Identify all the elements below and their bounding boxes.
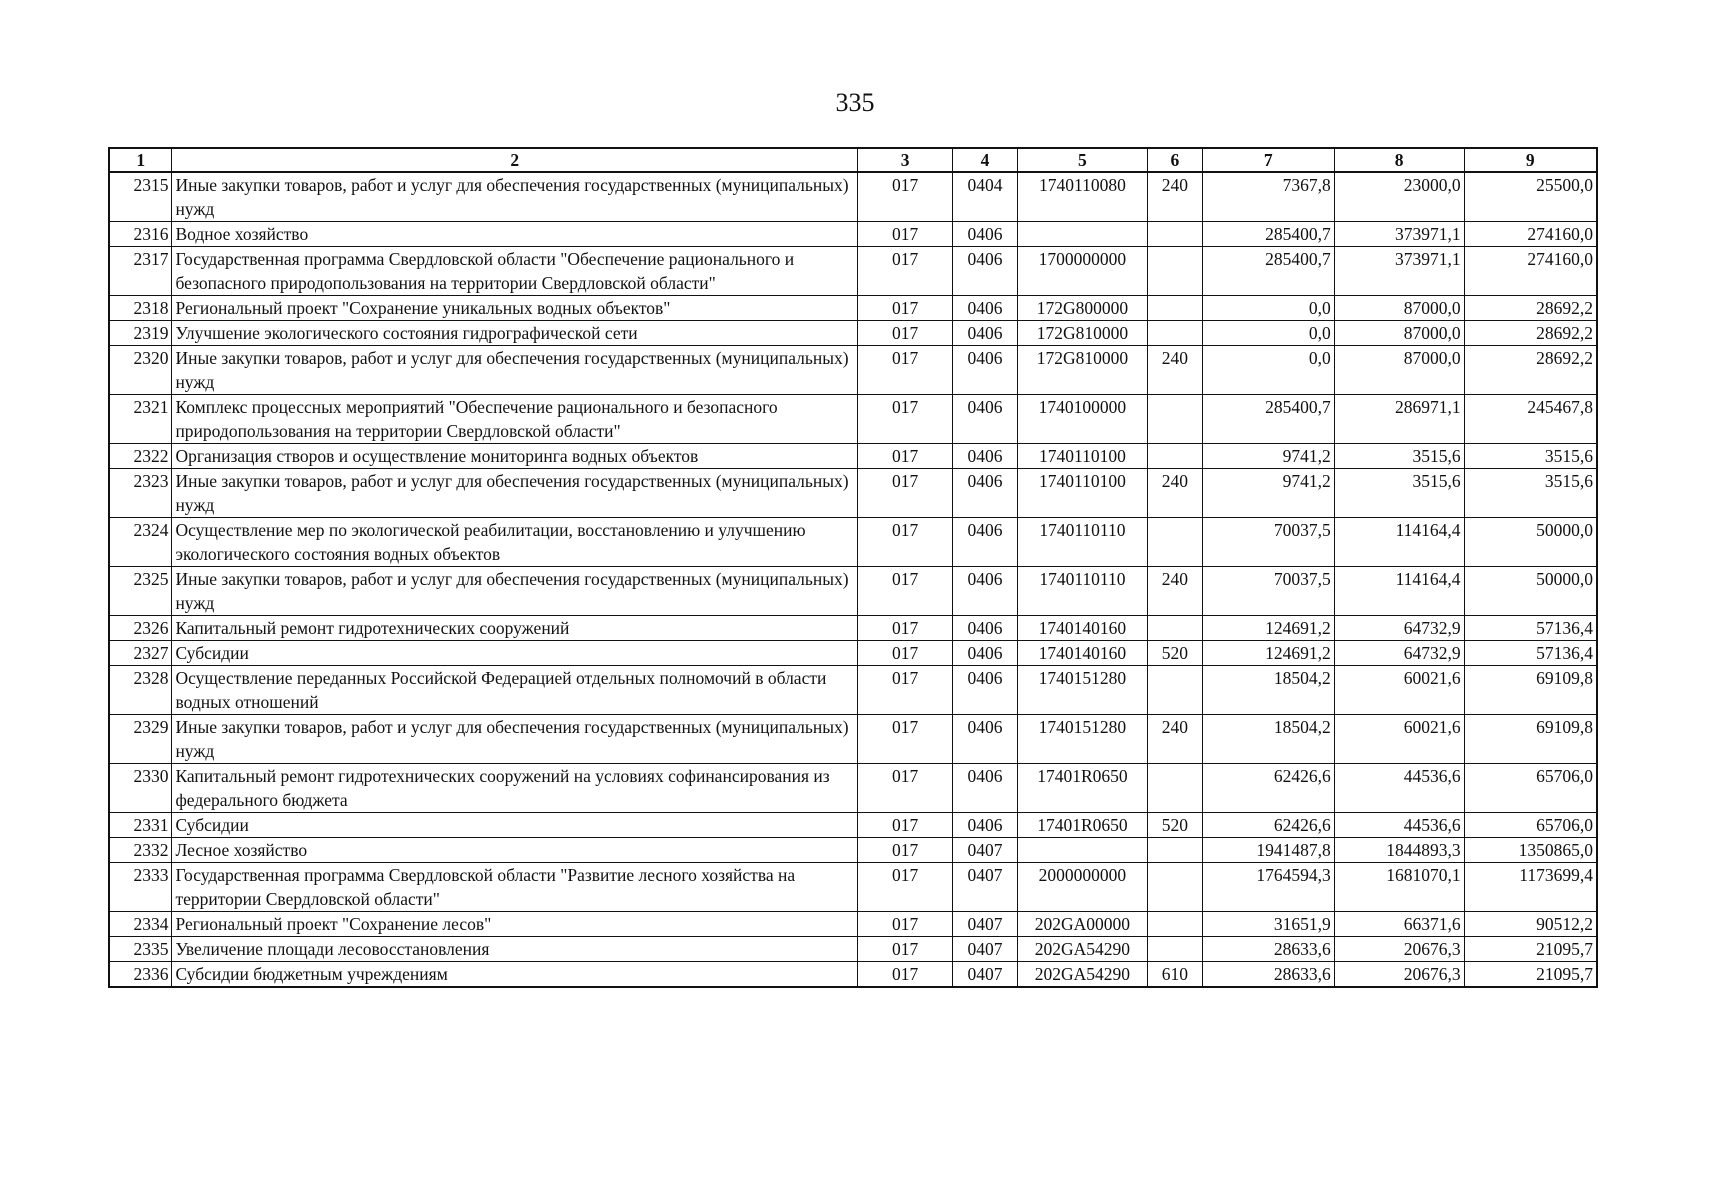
code-expense-type	[1147, 863, 1202, 912]
code-expense-type: 240	[1147, 172, 1202, 222]
code-ministry: 017	[858, 172, 953, 222]
item-name: Увеличение площади лесовосстановления	[172, 937, 858, 962]
amount-col8: 23000,0	[1334, 172, 1464, 222]
amount-col9: 28692,2	[1464, 346, 1597, 395]
code-target: 1740110110	[1017, 567, 1147, 616]
code-section: 0406	[953, 222, 1018, 247]
amount-col7: 285400,7	[1202, 222, 1334, 247]
code-ministry: 017	[858, 813, 953, 838]
table-row	[109, 247, 1597, 296]
code-ministry: 017	[858, 912, 953, 937]
code-target: 172G810000	[1017, 346, 1147, 395]
amount-col8: 60021,6	[1334, 715, 1464, 764]
row-number: 2329	[109, 715, 172, 764]
code-target: 1740140160	[1017, 616, 1147, 641]
row-number: 2334	[109, 912, 172, 937]
item-name: Субсидии бюджетным учреждениям	[172, 962, 858, 988]
table-row	[109, 321, 1597, 346]
code-target: 172G810000	[1017, 321, 1147, 346]
table-row	[109, 838, 1597, 863]
code-section: 0406	[953, 641, 1018, 666]
table-row	[109, 469, 1597, 518]
code-target: 1740151280	[1017, 715, 1147, 764]
code-ministry: 017	[858, 838, 953, 863]
code-section: 0406	[953, 518, 1018, 567]
code-expense-type	[1147, 444, 1202, 469]
table-row	[109, 444, 1597, 469]
amount-col7: 18504,2	[1202, 666, 1334, 715]
code-expense-type	[1147, 518, 1202, 567]
item-name: Иные закупки товаров, работ и услуг для обеспечения государственных (муниципальных) нужд	[172, 567, 858, 616]
code-section: 0406	[953, 813, 1018, 838]
table-row	[109, 863, 1597, 912]
code-ministry: 017	[858, 567, 953, 616]
amount-col7: 62426,6	[1202, 813, 1334, 838]
amount-col9: 69109,8	[1464, 666, 1597, 715]
row-number: 2330	[109, 764, 172, 813]
row-number: 2321	[109, 395, 172, 444]
code-expense-type: 240	[1147, 346, 1202, 395]
amount-col7: 9741,2	[1202, 469, 1334, 518]
page-number: 335	[835, 88, 875, 117]
code-ministry: 017	[858, 641, 953, 666]
code-target: 1740100000	[1017, 395, 1147, 444]
row-number: 2331	[109, 813, 172, 838]
amount-col7: 70037,5	[1202, 518, 1334, 567]
code-ministry: 017	[858, 616, 953, 641]
column-header-2: 2	[172, 148, 858, 172]
code-target: 172G800000	[1017, 296, 1147, 321]
amount-col7: 285400,7	[1202, 395, 1334, 444]
code-expense-type	[1147, 296, 1202, 321]
row-number: 2325	[109, 567, 172, 616]
row-number: 2336	[109, 962, 172, 988]
code-target: 202GA54290	[1017, 937, 1147, 962]
row-number: 2323	[109, 469, 172, 518]
amount-col7: 28633,6	[1202, 962, 1334, 988]
table-row	[109, 813, 1597, 838]
code-expense-type	[1147, 247, 1202, 296]
amount-col8: 114164,4	[1334, 567, 1464, 616]
code-section: 0406	[953, 715, 1018, 764]
amount-col9: 274160,0	[1464, 247, 1597, 296]
item-name: Осуществление переданных Российской Федерацией отдельных полномочий в области водных отношений	[172, 666, 858, 715]
row-number: 2319	[109, 321, 172, 346]
row-number: 2327	[109, 641, 172, 666]
amount-col7: 62426,6	[1202, 764, 1334, 813]
amount-col8: 114164,4	[1334, 518, 1464, 567]
amount-col9: 245467,8	[1464, 395, 1597, 444]
code-target: 2000000000	[1017, 863, 1147, 912]
amount-col9: 28692,2	[1464, 296, 1597, 321]
code-section: 0406	[953, 395, 1018, 444]
code-expense-type: 240	[1147, 715, 1202, 764]
item-name: Капитальный ремонт гидротехнических сооружений	[172, 616, 858, 641]
amount-col7: 0,0	[1202, 346, 1334, 395]
amount-col7: 7367,8	[1202, 172, 1334, 222]
item-name: Лесное хозяйство	[172, 838, 858, 863]
amount-col7: 124691,2	[1202, 616, 1334, 641]
code-expense-type: 240	[1147, 469, 1202, 518]
table-row	[109, 346, 1597, 395]
row-number: 2326	[109, 616, 172, 641]
item-name: Капитальный ремонт гидротехнических сооружений на условиях софинансирования из федерального бюджета	[172, 764, 858, 813]
amount-col7: 0,0	[1202, 296, 1334, 321]
item-name: Региональный проект "Сохранение уникальных водных объектов"	[172, 296, 858, 321]
column-header-3: 3	[858, 148, 953, 172]
row-number: 2316	[109, 222, 172, 247]
amount-col9: 21095,7	[1464, 937, 1597, 962]
table-row	[109, 395, 1597, 444]
amount-col9: 50000,0	[1464, 567, 1597, 616]
code-section: 0406	[953, 346, 1018, 395]
code-ministry: 017	[858, 863, 953, 912]
code-expense-type	[1147, 395, 1202, 444]
amount-col9: 21095,7	[1464, 962, 1597, 988]
code-expense-type: 520	[1147, 641, 1202, 666]
code-expense-type	[1147, 321, 1202, 346]
item-name: Иные закупки товаров, работ и услуг для обеспечения государственных (муниципальных) нужд	[172, 346, 858, 395]
amount-col9: 3515,6	[1464, 444, 1597, 469]
column-header-8: 8	[1334, 148, 1464, 172]
code-section: 0406	[953, 764, 1018, 813]
code-target: 202GA54290	[1017, 962, 1147, 988]
amount-col9: 28692,2	[1464, 321, 1597, 346]
amount-col7: 9741,2	[1202, 444, 1334, 469]
code-target: 1740110100	[1017, 469, 1147, 518]
code-section: 0406	[953, 247, 1018, 296]
code-ministry: 017	[858, 469, 953, 518]
amount-col9: 3515,6	[1464, 469, 1597, 518]
amount-col9: 25500,0	[1464, 172, 1597, 222]
column-header-5: 5	[1017, 148, 1147, 172]
code-ministry: 017	[858, 715, 953, 764]
amount-col8: 373971,1	[1334, 222, 1464, 247]
code-target: 1740140160	[1017, 641, 1147, 666]
column-header-1: 1	[109, 148, 172, 172]
code-section: 0406	[953, 444, 1018, 469]
table-row	[109, 616, 1597, 641]
amount-col8: 64732,9	[1334, 641, 1464, 666]
code-ministry: 017	[858, 222, 953, 247]
amount-col9: 274160,0	[1464, 222, 1597, 247]
item-name: Иные закупки товаров, работ и услуг для обеспечения государственных (муниципальных) нужд	[172, 172, 858, 222]
amount-col7: 18504,2	[1202, 715, 1334, 764]
amount-col8: 87000,0	[1334, 321, 1464, 346]
amount-col7: 28633,6	[1202, 937, 1334, 962]
code-target	[1017, 222, 1147, 247]
amount-col8: 64732,9	[1334, 616, 1464, 641]
amount-col9: 57136,4	[1464, 641, 1597, 666]
amount-col9: 57136,4	[1464, 616, 1597, 641]
code-ministry: 017	[858, 346, 953, 395]
table-row	[109, 641, 1597, 666]
amount-col7: 70037,5	[1202, 567, 1334, 616]
code-expense-type: 610	[1147, 962, 1202, 988]
code-expense-type: 240	[1147, 567, 1202, 616]
table-header-row	[109, 148, 1597, 172]
row-number: 2318	[109, 296, 172, 321]
code-expense-type	[1147, 764, 1202, 813]
row-number: 2317	[109, 247, 172, 296]
table-row	[109, 666, 1597, 715]
table-row	[109, 937, 1597, 962]
item-name: Государственная программа Свердловской области "Обеспечение рационального и безопасного природопользования на территории Свердловской области"	[172, 247, 858, 296]
item-name: Иные закупки товаров, работ и услуг для обеспечения государственных (муниципальных) нужд	[172, 715, 858, 764]
code-ministry: 017	[858, 764, 953, 813]
amount-col8: 1844893,3	[1334, 838, 1464, 863]
amount-col8: 44536,6	[1334, 813, 1464, 838]
code-target: 1740110080	[1017, 172, 1147, 222]
code-section: 0407	[953, 912, 1018, 937]
amount-col8: 373971,1	[1334, 247, 1464, 296]
item-name: Комплекс процессных мероприятий "Обеспечение рационального и безопасного природопользования на территории Свердловской области"	[172, 395, 858, 444]
code-section: 0404	[953, 172, 1018, 222]
row-number: 2315	[109, 172, 172, 222]
item-name: Водное хозяйство	[172, 222, 858, 247]
amount-col7: 0,0	[1202, 321, 1334, 346]
code-target: 1740110110	[1017, 518, 1147, 567]
amount-col8: 66371,6	[1334, 912, 1464, 937]
code-ministry: 017	[858, 296, 953, 321]
code-target: 202GA00000	[1017, 912, 1147, 937]
code-section: 0407	[953, 962, 1018, 988]
table-row	[109, 222, 1597, 247]
table-body	[109, 172, 1597, 987]
code-expense-type: 520	[1147, 813, 1202, 838]
code-ministry: 017	[858, 962, 953, 988]
code-ministry: 017	[858, 321, 953, 346]
row-number: 2322	[109, 444, 172, 469]
amount-col8: 87000,0	[1334, 296, 1464, 321]
code-target: 17401R0650	[1017, 764, 1147, 813]
amount-col9: 50000,0	[1464, 518, 1597, 567]
amount-col8: 3515,6	[1334, 469, 1464, 518]
amount-col8: 1681070,1	[1334, 863, 1464, 912]
code-expense-type	[1147, 937, 1202, 962]
row-number: 2320	[109, 346, 172, 395]
code-section: 0406	[953, 666, 1018, 715]
table-row	[109, 296, 1597, 321]
row-number: 2335	[109, 937, 172, 962]
table-row	[109, 172, 1597, 222]
amount-col8: 20676,3	[1334, 937, 1464, 962]
amount-col7: 124691,2	[1202, 641, 1334, 666]
code-ministry: 017	[858, 518, 953, 567]
row-number: 2333	[109, 863, 172, 912]
table-row	[109, 567, 1597, 616]
code-target: 1700000000	[1017, 247, 1147, 296]
table-row	[109, 715, 1597, 764]
code-section: 0407	[953, 838, 1018, 863]
table-row	[109, 518, 1597, 567]
code-target: 1740151280	[1017, 666, 1147, 715]
code-target	[1017, 838, 1147, 863]
item-name: Государственная программа Свердловской области "Развитие лесного хозяйства на территории Свердловской области"	[172, 863, 858, 912]
item-name: Осуществление мер по экологической реабилитации, восстановлению и улучшению экологического состояния водных объектов	[172, 518, 858, 567]
code-section: 0406	[953, 469, 1018, 518]
code-expense-type	[1147, 666, 1202, 715]
amount-col9: 65706,0	[1464, 764, 1597, 813]
column-header-9: 9	[1464, 148, 1597, 172]
amount-col9: 65706,0	[1464, 813, 1597, 838]
amount-col8: 286971,1	[1334, 395, 1464, 444]
code-section: 0406	[953, 321, 1018, 346]
code-section: 0406	[953, 616, 1018, 641]
code-target: 17401R0650	[1017, 813, 1147, 838]
row-number: 2328	[109, 666, 172, 715]
item-name: Иные закупки товаров, работ и услуг для обеспечения государственных (муниципальных) нужд	[172, 469, 858, 518]
amount-col9: 1173699,4	[1464, 863, 1597, 912]
column-header-7: 7	[1202, 148, 1334, 172]
amount-col8: 87000,0	[1334, 346, 1464, 395]
column-header-6: 6	[1147, 148, 1202, 172]
column-header-4: 4	[953, 148, 1018, 172]
code-section: 0406	[953, 296, 1018, 321]
amount-col9: 69109,8	[1464, 715, 1597, 764]
code-expense-type	[1147, 222, 1202, 247]
code-ministry: 017	[858, 937, 953, 962]
code-ministry: 017	[858, 395, 953, 444]
code-expense-type	[1147, 912, 1202, 937]
code-section: 0406	[953, 567, 1018, 616]
amount-col8: 3515,6	[1334, 444, 1464, 469]
amount-col8: 44536,6	[1334, 764, 1464, 813]
item-name: Улучшение экологического состояния гидрографической сети	[172, 321, 858, 346]
item-name: Региональный проект "Сохранение лесов"	[172, 912, 858, 937]
code-section: 0407	[953, 863, 1018, 912]
item-name: Субсидии	[172, 813, 858, 838]
amount-col7: 1764594,3	[1202, 863, 1334, 912]
code-ministry: 017	[858, 247, 953, 296]
amount-col8: 60021,6	[1334, 666, 1464, 715]
code-expense-type	[1147, 616, 1202, 641]
code-ministry: 017	[858, 666, 953, 715]
table-row	[109, 764, 1597, 813]
code-target: 1740110100	[1017, 444, 1147, 469]
amount-col9: 1350865,0	[1464, 838, 1597, 863]
table-row	[109, 912, 1597, 937]
row-number: 2324	[109, 518, 172, 567]
table-row	[109, 962, 1597, 988]
item-name: Субсидии	[172, 641, 858, 666]
item-name: Организация створов и осуществление мониторинга водных объектов	[172, 444, 858, 469]
amount-col7: 285400,7	[1202, 247, 1334, 296]
code-expense-type	[1147, 838, 1202, 863]
row-number: 2332	[109, 838, 172, 863]
amount-col8: 20676,3	[1334, 962, 1464, 988]
amount-col9: 90512,2	[1464, 912, 1597, 937]
budget-table	[108, 147, 1598, 988]
amount-col7: 31651,9	[1202, 912, 1334, 937]
code-ministry: 017	[858, 444, 953, 469]
amount-col7: 1941487,8	[1202, 838, 1334, 863]
code-section: 0407	[953, 937, 1018, 962]
